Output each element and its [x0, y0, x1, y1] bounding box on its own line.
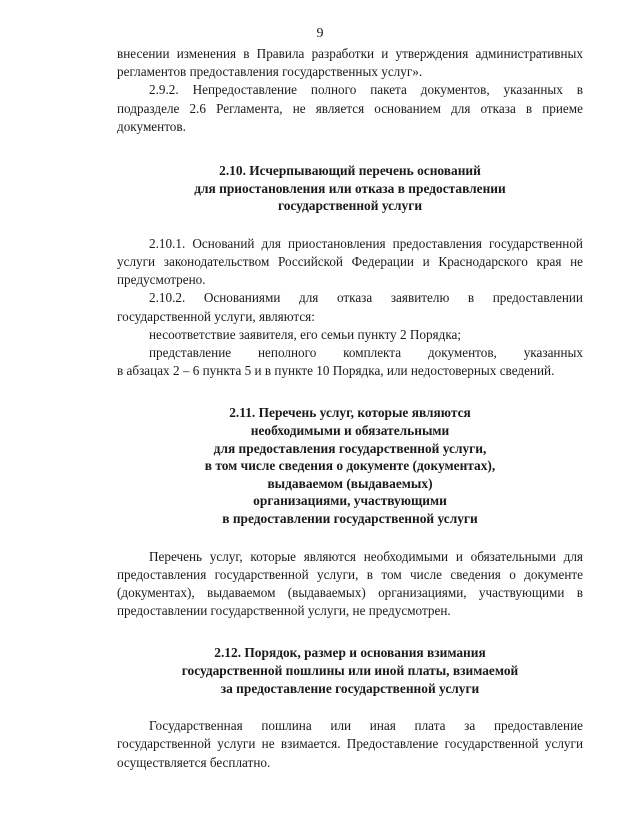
heading-line: необходимыми и обязательными [250, 423, 450, 439]
heading-line: для предоставления государственной услуги, [213, 440, 487, 456]
heading-line: в том числе сведения о документе (документах), [204, 458, 496, 474]
intro-paragraph-2: 2.9.2. Непредоставление полного пакета документов, указанных в подразделе 2.6 Регламента, не является основанием для отказа в приеме документов. [117, 82, 583, 134]
section-2-12-paragraph-1: Государственная пошлина или иная плата за предоставление государственной услуги не взимается. Предоставление государственной услуги осуществляется бесплатно. [117, 718, 583, 770]
heading-line: выдаваемом (выдаваемых) [267, 475, 433, 491]
page-number: 9 [316, 26, 324, 41]
section-2-11-heading [117, 404, 583, 527]
document-body [117, 45, 583, 772]
heading-line: 2.11. Перечень услуг, которые являются [229, 405, 471, 421]
section-2-10-paragraph-1: 2.10.1. Оснований для приостановления предоставления государственной услуги законодательством Российской Федерации и Краснодарского края не предусмотрено. [117, 235, 583, 288]
heading-line: 2.12. Порядок, размер и основания взимания [214, 645, 486, 661]
heading-line: государственной пошлины или иной платы, взимаемой [181, 662, 519, 678]
intro-paragraph-1: внесении изменения в Правила разработки и утверждения административных регламентов предоставления государственных услуг». [117, 46, 583, 80]
heading-line: за предоставление государственной услуги [220, 680, 480, 696]
section-2-12-heading [117, 644, 583, 697]
section-2-10-paragraph-2: 2.10.2. Основаниями для отказа заявителю в предоставлении государственной услуги, являются: [117, 290, 583, 324]
section-2-10-heading [117, 162, 583, 215]
section-2-10-paragraph-3: несоответствие заявителя, его семьи пункту 2 Порядка; [149, 326, 462, 342]
heading-line: в предоставлении государственной услуги [222, 510, 478, 526]
heading-line: организациями, участвующими [253, 493, 447, 509]
heading-line: государственной услуги [277, 198, 423, 214]
section-2-11-paragraph-1: Перечень услуг, которые являются необходимыми и обязательными для предоставления государственной услуги, в том числе сведения о документе (документах), выдаваемом (выдаваемых) организациями, участвующими в предоставлении государственной услуги, не предусмотрен. [117, 548, 583, 619]
heading-line: 2.10. Исчерпывающий перечень оснований [219, 163, 481, 179]
section-2-10-paragraph-4-line-2: в абзацах 2 – 6 пункта 5 и в пункте 10 Порядка, или недостоверных сведений. [117, 363, 555, 379]
section-2-10-paragraph-4-line-1: представление неполного комплекта документов, указанных [149, 345, 583, 361]
heading-line: для приостановления или отказа в предоставлении [194, 180, 506, 196]
